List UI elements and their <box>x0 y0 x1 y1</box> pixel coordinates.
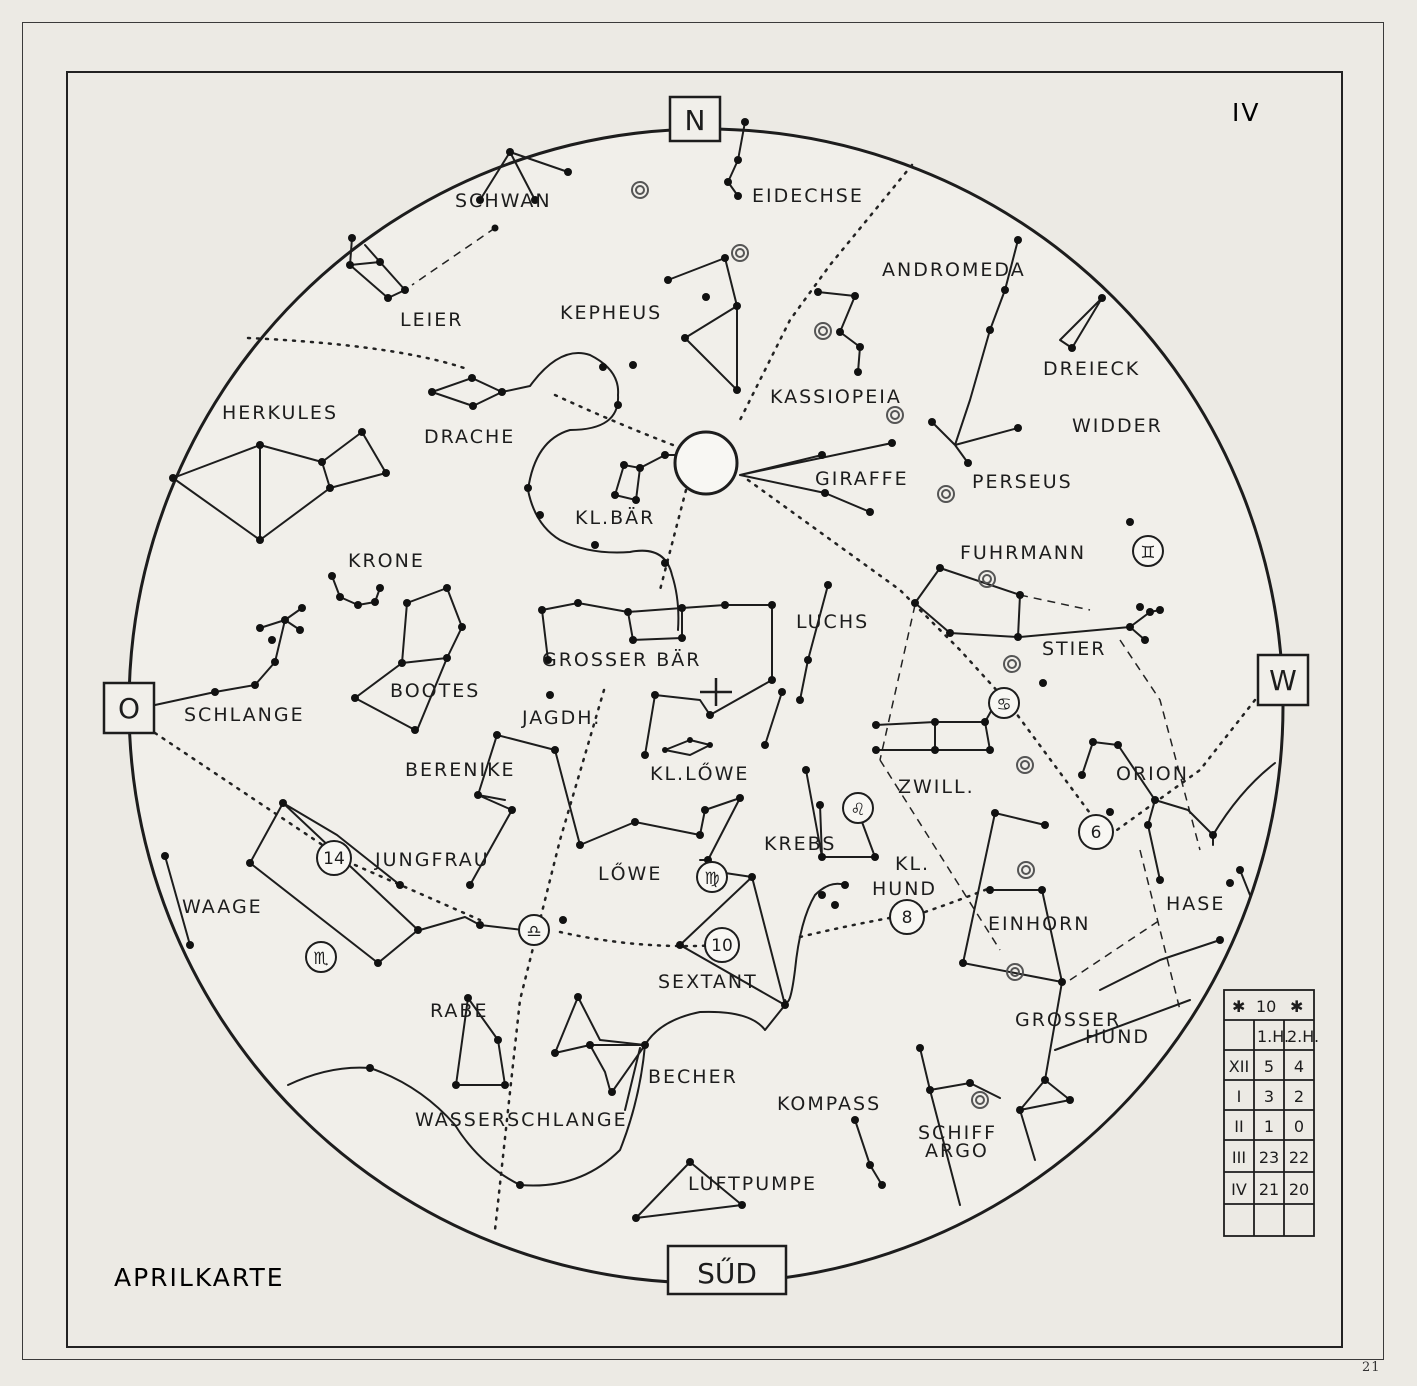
label-luchs: LUCHS <box>796 611 870 633</box>
table-cell: 4 <box>1293 1057 1305 1076</box>
table-cell: 21 <box>1258 1180 1280 1199</box>
label-kassiopeia: KASSIOPEIA <box>770 386 902 408</box>
label-kl-hund-line2: HUND <box>872 878 938 900</box>
table-month: IV <box>1231 1180 1247 1199</box>
table-asterisk-left: ✱ <box>1232 997 1246 1016</box>
label-kl-hund-line1: KL. <box>895 853 931 875</box>
label-einhorn: EINHORN <box>988 913 1091 935</box>
direction-west: W <box>1269 664 1297 697</box>
label-krebs: KREBS <box>764 833 837 855</box>
hour-marker-6: 6 <box>1090 823 1102 843</box>
direction-south: SŰD <box>697 1257 757 1290</box>
table-month: I <box>1236 1087 1242 1106</box>
table-header: 10 <box>1256 997 1277 1016</box>
zodiac-cancer: ♋ <box>996 695 1012 715</box>
label-berenike: BERENIKE <box>405 759 516 781</box>
label-grosser-baer: GROSSER BÄR <box>542 649 702 671</box>
table-cell: 3 <box>1263 1087 1275 1106</box>
label-zwill: ZWILL. <box>898 776 975 798</box>
celestial-pole-marker <box>675 432 737 494</box>
label-kepheus: KEPHEUS <box>560 302 663 324</box>
label-rabe: RABE <box>430 1000 489 1022</box>
table-month: II <box>1234 1117 1244 1136</box>
zodiac-libra: ♎ <box>526 922 542 942</box>
label-stier: STIER <box>1042 638 1107 660</box>
table-cell: 2 <box>1293 1087 1305 1106</box>
zodiac-virgo: ♍ <box>704 869 720 889</box>
label-andromeda: ANDROMEDA <box>882 259 1026 281</box>
label-eidechse: EIDECHSE <box>752 185 864 207</box>
table-cell: 20 <box>1288 1180 1310 1199</box>
label-kl-baer: KL.BÄR <box>575 507 656 529</box>
label-leier: LEIER <box>400 309 464 331</box>
plate-number: IV <box>1232 98 1261 127</box>
label-hase: HASE <box>1166 893 1226 915</box>
label-schiff-argo-line2: ARGO <box>925 1140 989 1162</box>
label-jungfrau: JUNGFRAU <box>375 849 490 871</box>
label-kl-loewe: KL.LŐWE <box>650 763 750 785</box>
label-kompass: KOMPASS <box>777 1093 882 1115</box>
label-waage: WAAGE <box>182 896 263 918</box>
direction-east: O <box>117 692 141 725</box>
label-grosser-hund-line1: GROSSER <box>1015 1009 1122 1031</box>
label-orion: ORION <box>1116 763 1189 785</box>
label-perseus: PERSEUS <box>972 471 1073 493</box>
label-schiff-argo-line1: SCHIFF <box>918 1122 998 1144</box>
table-cell: 0 <box>1293 1117 1305 1136</box>
hour-marker-10: 10 <box>711 936 733 956</box>
label-fuhrmann: FUHRMANN <box>960 542 1087 564</box>
table-cell: 1 <box>1263 1117 1275 1136</box>
label-drache: DRACHE <box>424 426 516 448</box>
label-widder: WIDDER <box>1072 415 1163 437</box>
label-giraffe: GIRAFFE <box>815 468 909 490</box>
direction-north: N <box>684 104 706 137</box>
table-cell: 5 <box>1263 1057 1275 1076</box>
label-grosser-hund-line2: HUND <box>1085 1026 1151 1048</box>
hour-marker-8: 8 <box>901 908 913 928</box>
label-herkules: HERKULES <box>222 402 339 424</box>
time-table <box>1224 990 1319 1236</box>
label-krone: KRONE <box>348 550 425 572</box>
label-schlange: SCHLANGE <box>184 704 305 726</box>
label-becher: BECHER <box>648 1066 738 1088</box>
table-col-1h: 1.H. <box>1257 1027 1290 1046</box>
zodiac-leo: ♌ <box>850 800 866 820</box>
page-number: 21 <box>1362 1360 1381 1375</box>
label-sextant: SEXTANT <box>658 971 758 993</box>
table-cell: 22 <box>1288 1148 1310 1167</box>
zodiac-scorpio: ♏ <box>313 949 329 969</box>
label-dreieck: DREIECK <box>1043 358 1141 380</box>
label-schwan: SCHWAN <box>455 190 552 212</box>
table-cell: 23 <box>1258 1148 1280 1167</box>
table-asterisk-right: ✱ <box>1290 997 1304 1016</box>
label-loewe: LŐWE <box>598 863 663 885</box>
hour-marker-14: 14 <box>323 849 345 869</box>
zodiac-gemini: ♊ <box>1140 543 1156 563</box>
label-luftpumpe: LUFTPUMPE <box>688 1173 817 1195</box>
map-title: APRILKARTE <box>114 1263 285 1292</box>
table-month: XII <box>1228 1057 1250 1076</box>
label-jagdh: JAGDH. <box>522 707 602 729</box>
table-col-2h: 2.H. <box>1287 1027 1320 1046</box>
label-wasserschlange: WASSERSCHLANGE <box>415 1109 628 1131</box>
label-bootes: BOOTES <box>390 680 481 702</box>
table-month: III <box>1231 1148 1247 1167</box>
